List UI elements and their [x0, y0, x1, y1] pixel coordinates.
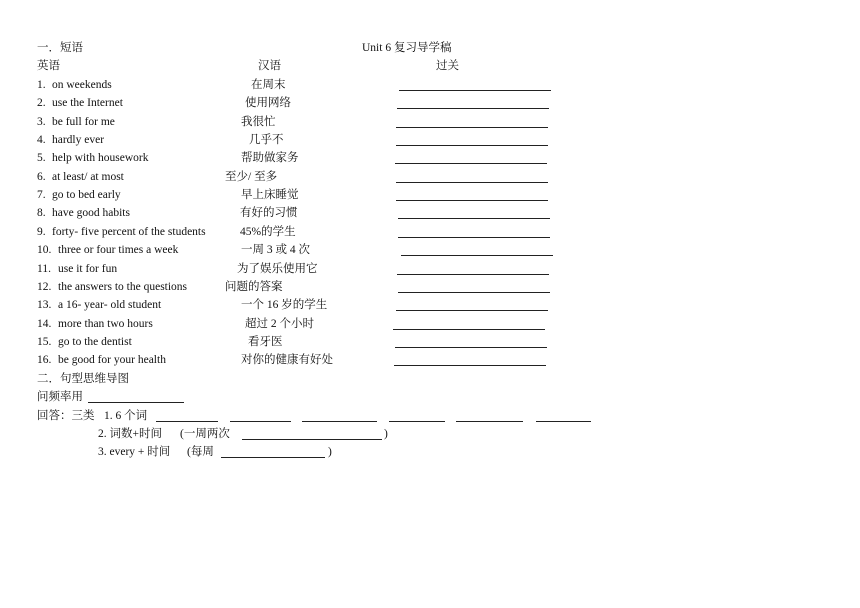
answer-type-two-label: 2. 词数+时间 — [98, 428, 162, 440]
answer-blank[interactable] — [395, 163, 547, 164]
english-phrase: be good for your health — [58, 354, 166, 366]
answer-blank[interactable] — [398, 218, 550, 219]
frequency-label: 问频率用 — [37, 391, 83, 403]
english-phrase: the answers to the questions — [58, 281, 188, 293]
row-number: 12. — [37, 281, 52, 293]
answer-type-three-label: 3. every + 时间 — [98, 446, 171, 458]
english-phrase: use the Internet — [52, 97, 123, 109]
chinese-meaning: 使用网络 — [245, 97, 291, 109]
answer-one-blank-1[interactable] — [156, 421, 218, 422]
english-phrase: a 16- year- old student — [58, 299, 162, 311]
chinese-meaning: 45%的学生 — [240, 226, 296, 238]
answer-type-one-label: 1. 6 个词 — [104, 410, 148, 422]
row-number: 4. — [37, 134, 46, 146]
answer-one-blank-6[interactable] — [536, 421, 591, 422]
chinese-meaning: 为了娱乐使用它 — [237, 263, 318, 275]
section-two-title: 二．句型思维导图 — [37, 373, 129, 385]
chinese-meaning: 至少/ 至多 — [225, 171, 278, 183]
answer-blank[interactable] — [396, 182, 548, 183]
answer-one-blank-4[interactable] — [389, 421, 445, 422]
chinese-meaning: 帮助做家务 — [241, 152, 299, 164]
answer-blank[interactable] — [398, 292, 550, 293]
answer-blank[interactable] — [396, 200, 548, 201]
english-phrase: go to bed early — [52, 189, 121, 201]
answer-blank[interactable] — [394, 365, 546, 366]
answer-one-blank-3[interactable] — [302, 421, 377, 422]
row-number: 1. — [37, 79, 46, 91]
english-phrase: on weekends — [52, 79, 112, 91]
answer-blank[interactable] — [399, 90, 551, 91]
frequency-blank[interactable] — [88, 402, 184, 403]
section-one-title: 一．短语 — [37, 42, 83, 54]
row-number: 10. — [37, 244, 52, 256]
row-number: 2. — [37, 97, 46, 109]
row-number: 14. — [37, 318, 52, 330]
chinese-meaning: 超过 2 个小时 — [245, 318, 314, 330]
header-check: 过关 — [436, 60, 459, 72]
chinese-meaning: 在周末 — [251, 79, 286, 91]
english-phrase: have good habits — [52, 207, 130, 219]
answer-one-blank-2[interactable] — [230, 421, 291, 422]
answer-blank[interactable] — [397, 274, 549, 275]
row-number: 6. — [37, 171, 46, 183]
answer-blank[interactable] — [393, 329, 545, 330]
row-number: 5. — [37, 152, 46, 164]
row-number: 13. — [37, 299, 52, 311]
answer-one-blank-5[interactable] — [456, 421, 523, 422]
chinese-meaning: 几乎不 — [249, 134, 284, 146]
row-number: 3. — [37, 116, 46, 128]
english-phrase: be full for me — [52, 116, 115, 128]
answer-three-blank[interactable] — [221, 457, 325, 458]
header-english: 英语 — [37, 60, 60, 72]
chinese-meaning: 一个 16 岁的学生 — [241, 299, 328, 311]
row-number: 16. — [37, 354, 52, 366]
english-phrase: more than two hours — [58, 318, 153, 330]
chinese-meaning: 早上床睡觉 — [241, 189, 299, 201]
chinese-meaning: 问题的答案 — [225, 281, 283, 293]
row-number: 8. — [37, 207, 46, 219]
answer-blank[interactable] — [395, 347, 547, 348]
english-phrase: hardly ever — [52, 134, 105, 146]
answer-blank[interactable] — [397, 108, 549, 109]
header-chinese: 汉语 — [258, 60, 281, 72]
answer-intro: 回答：三类 — [37, 410, 95, 422]
chinese-meaning: 我很忙 — [241, 116, 276, 128]
answer-blank[interactable] — [396, 127, 548, 128]
english-phrase: at least/ at most — [52, 171, 124, 183]
chinese-meaning: 对你的健康有好处 — [241, 354, 333, 366]
answer-two-blank[interactable] — [242, 439, 382, 440]
answer-two-close-paren: ) — [384, 428, 388, 440]
row-number: 15. — [37, 336, 52, 348]
answer-blank[interactable] — [401, 255, 553, 256]
english-phrase: help with housework — [52, 152, 149, 164]
english-phrase: forty- five percent of the students — [52, 226, 206, 238]
english-phrase: go to the dentist — [58, 336, 132, 348]
row-number: 7. — [37, 189, 46, 201]
english-phrase: three or four times a week — [58, 244, 179, 256]
chinese-meaning: 有好的习惯 — [240, 207, 298, 219]
row-number: 9. — [37, 226, 46, 238]
answer-three-close-paren: ) — [328, 446, 332, 458]
document-title: Unit 6 复习导学稿 — [362, 42, 452, 54]
answer-blank[interactable] — [398, 237, 550, 238]
answer-type-two-example: (一周两次 — [180, 428, 230, 440]
answer-blank[interactable] — [396, 310, 548, 311]
row-number: 11. — [37, 263, 51, 275]
chinese-meaning: 看牙医 — [248, 336, 283, 348]
answer-type-three-example: (每周 — [187, 446, 214, 458]
english-phrase: use it for fun — [58, 263, 118, 275]
answer-blank[interactable] — [396, 145, 548, 146]
chinese-meaning: 一周 3 或 4 次 — [241, 244, 310, 256]
